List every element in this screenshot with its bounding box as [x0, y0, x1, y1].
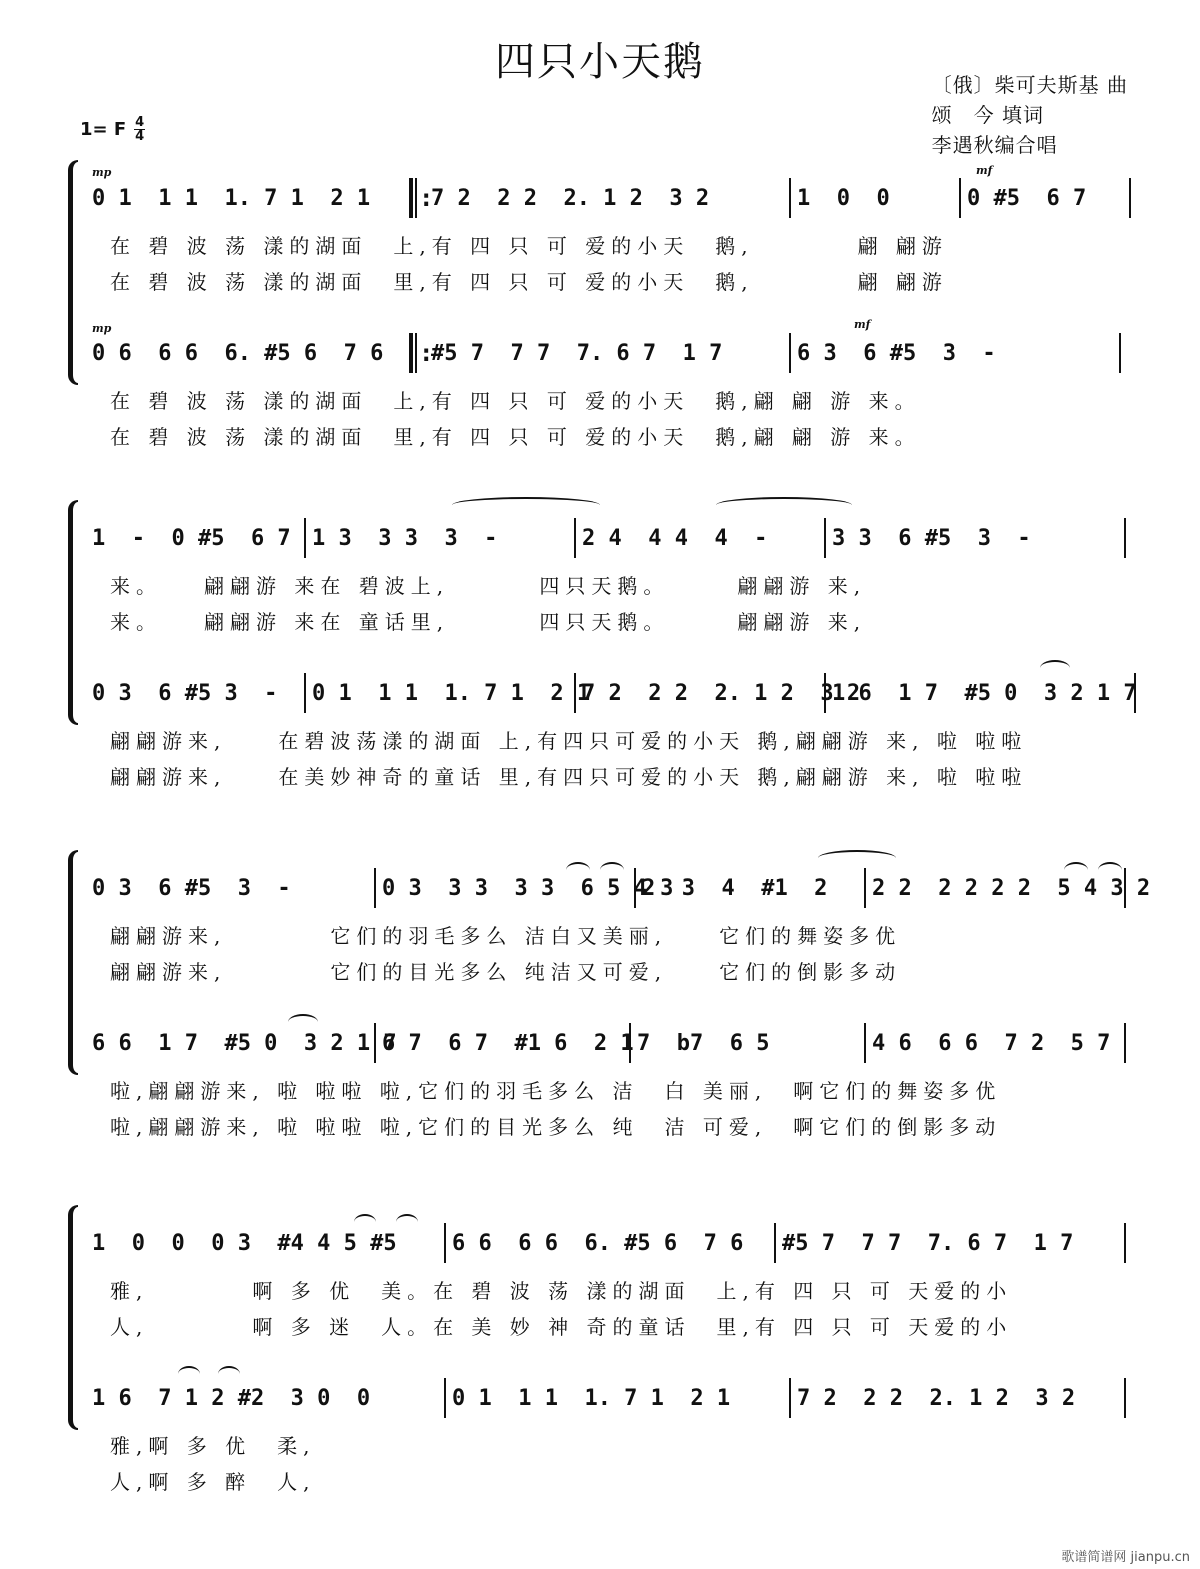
time-signature-bottom: 4 — [135, 129, 145, 144]
lyric-line: 雅, 啊 多 优 美。在 碧 波 荡 漾的湖面 上,有 四 只 可 天爱的小 — [110, 1279, 1013, 1303]
measure: 0 6 6 6 6. #5 6 7 6 — [86, 333, 411, 373]
measure: 0 3 3 3 3 3 6 5 4 3 — [376, 868, 636, 908]
lyric-line: 来。 翩翩游 来在 童话里, 四只天鹅。 翩翩游 来, — [110, 610, 867, 634]
measure: : 7 2 2 2 2. 1 2 3 2 — [411, 178, 791, 218]
measure: 0 3 6 #5 3 - — [86, 673, 306, 713]
lyric-line: 在 碧 波 荡 漾的湖面 上,有 四 只 可 爱的小天 鹅,翩 翩 游 来。 — [110, 389, 921, 413]
measure: 2 3 4 #1 2 — [636, 868, 866, 908]
lyric-line: 啦,翩翩游来, 啦 啦啦 啦,它们的目光多么 纯 洁 可爱, 啊它们的倒影多动 — [110, 1115, 1002, 1139]
measure: 7 2 2 2 2. 1 2 3 2 — [791, 1378, 1126, 1418]
time-signature-top: 4 — [135, 115, 145, 130]
arranger-credit: 李遇秋编合唱 — [931, 133, 1058, 157]
measure: 2 2 2 2 2 2 5 4 3 2 — [866, 868, 1126, 908]
lyric-line: 在 碧 波 荡 漾的湖面 上,有 四 只 可 爱的小天 鹅, 翩 翩游 — [110, 234, 948, 258]
notes-row — [86, 333, 1140, 373]
watermark: 歌谱简谱网 jianpu.cn — [1061, 1550, 1190, 1565]
measure: #5 7 7 7 7. 6 7 1 7 — [776, 1223, 1126, 1263]
measure: 7 b7 6 5 — [631, 1023, 866, 1063]
lyric-line: 在 碧 波 荡 漾的湖面 里,有 四 只 可 爱的小天 鹅, 翩 翩游 — [110, 270, 948, 294]
measure: 0 1 1 1 1. 7 1 2 1 — [306, 673, 576, 713]
dynamic-mark: mp — [92, 322, 112, 335]
slur-mark — [818, 850, 896, 866]
lyric-line: 人,啊 多 醉 人, — [110, 1470, 316, 1494]
lyric-line: 在 碧 波 荡 漾的湖面 里,有 四 只 可 爱的小天 鹅,翩 翩 游 来。 — [110, 425, 921, 449]
measure: 1 6 7 1 2 #2 3 0 0 — [86, 1378, 446, 1418]
measure: 3 3 6 #5 3 - — [826, 518, 1126, 558]
slur-mark — [178, 1366, 200, 1382]
key-label: 1= F — [80, 119, 127, 140]
lyric-line: 人, 啊 多 迷 人。在 美 妙 神 奇的童话 里,有 四 只 可 天爱的小 — [110, 1315, 1013, 1339]
system-brace — [68, 160, 78, 385]
score-system — [68, 1205, 1140, 1494]
lyric-line: 来。 翩翩游 来在 碧波上, 四只天鹅。 翩翩游 来, — [110, 574, 867, 598]
measure: 1 0 0 0 3 #4 4 5 #5 — [86, 1223, 446, 1263]
system-brace — [68, 850, 78, 1075]
slur-mark — [452, 497, 600, 513]
lyric-line: 翩翩游来, 它们的羽毛多么 洁白又美丽, 它们的舞姿多优 — [110, 924, 902, 948]
measure: 1 - 0 #5 6 7 — [86, 518, 306, 558]
lyric-line: 翩翩游来, 在美妙神奇的童话 里,有四只可爱的小天 鹅,翩翩游 来, 啦 啦啦 — [110, 765, 1028, 789]
notes-row — [86, 518, 1140, 558]
lyric-line: 雅,啊 多 优 柔, — [110, 1434, 316, 1458]
time-signature — [134, 116, 145, 143]
lyric-line: 啦,翩翩游来, 啦 啦啦 啦,它们的羽毛多么 洁 白 美丽, 啊它们的舞姿多优 — [110, 1079, 1002, 1103]
measure: 6 6 1 7 #5 0 3 2 1 7 — [86, 1023, 376, 1063]
notes-row — [86, 1378, 1140, 1418]
measure: 1 6 1 7 #5 0 3 2 1 7 — [826, 673, 1136, 713]
measure: 4 6 6 6 7 2 5 7 — [866, 1023, 1126, 1063]
score-system — [68, 160, 1140, 449]
credits — [932, 70, 1128, 160]
slur-mark — [1098, 862, 1122, 878]
dynamic-mark: mf — [854, 318, 871, 331]
measure: 6 3 6 #5 3 - — [791, 333, 1121, 373]
lyricist-credit: 颂 今 填词 — [931, 103, 1044, 127]
dynamic-mark: mf — [976, 164, 993, 177]
slur-mark — [354, 1214, 376, 1230]
score-system — [68, 850, 1151, 1139]
notes-row — [86, 1223, 1140, 1263]
slur-mark — [600, 862, 624, 878]
measure: 6 7 6 7 #1 6 2 1 — [376, 1023, 631, 1063]
slur-mark — [218, 1366, 240, 1382]
slur-mark — [1040, 660, 1070, 676]
composer-credit: 〔俄〕柴可夫斯基 曲 — [931, 73, 1128, 97]
slur-mark — [566, 862, 590, 878]
slur-mark — [288, 1014, 318, 1030]
page-title: 四只小天鹅 — [495, 39, 705, 85]
key-signature — [80, 116, 145, 143]
measure: 0 3 6 #5 3 - — [86, 868, 376, 908]
slur-mark — [1064, 862, 1088, 878]
dynamic-mark: mp — [92, 166, 112, 179]
notes-row — [86, 673, 1140, 713]
measure: 6 6 6 6 6. #5 6 7 6 — [446, 1223, 776, 1263]
notes-row — [86, 178, 1140, 218]
measure: 7 2 2 2 2. 1 2 3 2 — [576, 673, 826, 713]
score-system — [68, 500, 1140, 789]
notes-row — [86, 1023, 1140, 1063]
measure: 0 1 1 1 1. 7 1 2 1 — [86, 178, 411, 218]
measure: 2 4 4 4 4 - — [576, 518, 826, 558]
lyric-line: 翩翩游来, 在碧波荡漾的湖面 上,有四只可爱的小天 鹅,翩翩游 来, 啦 啦啦 — [110, 729, 1028, 753]
lyric-line: 翩翩游来, 它们的目光多么 纯洁又可爱, 它们的倒影多动 — [110, 960, 902, 984]
measure: 1 3 3 3 3 - — [306, 518, 576, 558]
system-brace — [68, 500, 78, 725]
slur-mark — [716, 497, 852, 513]
measure: 0 1 1 1 1. 7 1 2 1 — [446, 1378, 791, 1418]
slur-mark — [396, 1214, 418, 1230]
measure: 0 #5 6 7 — [961, 178, 1131, 218]
system-brace — [68, 1205, 78, 1430]
measure: : #5 7 7 7 7. 6 7 1 7 — [411, 333, 791, 373]
measure: 1 0 0 — [791, 178, 961, 218]
